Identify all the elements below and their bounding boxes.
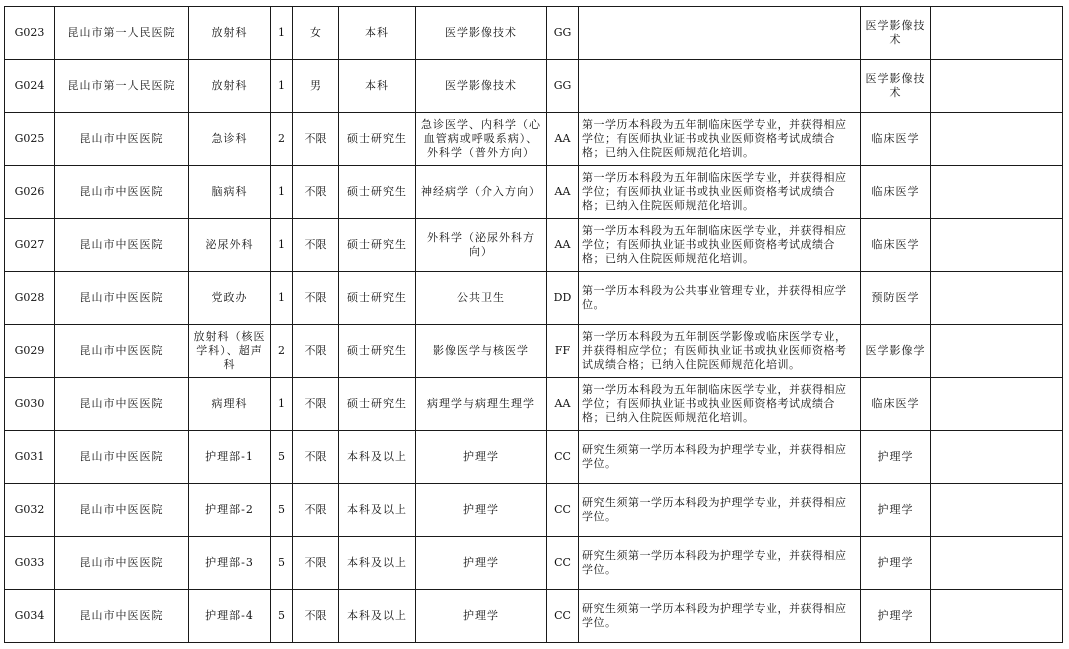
requirements-cell: 研究生须第一学历本科段为护理学专业，并获得相应学位。 — [579, 590, 861, 643]
table-body — [5, 7, 1063, 643]
position-code-cell: G026 — [5, 166, 55, 219]
table-row — [5, 7, 1063, 60]
headcount-cell: 5 — [271, 537, 293, 590]
table-row — [5, 325, 1063, 378]
major-cell: 公共卫生 — [416, 272, 547, 325]
recruitment-table-page — [4, 6, 1063, 643]
education-cell: 本科及以上 — [339, 484, 416, 537]
exam-subject-cell: 护理学 — [861, 590, 931, 643]
remarks-cell — [931, 484, 1063, 537]
category-code-cell: GG — [547, 7, 579, 60]
table-row — [5, 113, 1063, 166]
employer-unit-cell: 昆山市中医医院 — [55, 166, 189, 219]
education-cell: 硕士研究生 — [339, 325, 416, 378]
table-row — [5, 431, 1063, 484]
table-row — [5, 378, 1063, 431]
gender-cell: 不限 — [293, 219, 339, 272]
headcount-cell: 2 — [271, 325, 293, 378]
department-cell: 护理部-1 — [189, 431, 271, 484]
position-code-cell: G023 — [5, 7, 55, 60]
table-row — [5, 272, 1063, 325]
headcount-cell: 2 — [271, 113, 293, 166]
education-cell: 硕士研究生 — [339, 219, 416, 272]
exam-subject-cell: 医学影像学 — [861, 325, 931, 378]
exam-subject-cell: 临床医学 — [861, 113, 931, 166]
remarks-cell — [931, 431, 1063, 484]
category-code-cell: CC — [547, 537, 579, 590]
remarks-cell — [931, 325, 1063, 378]
remarks-cell — [931, 590, 1063, 643]
gender-cell: 女 — [293, 7, 339, 60]
employer-unit-cell: 昆山市中医医院 — [55, 219, 189, 272]
major-cell: 病理学与病理生理学 — [416, 378, 547, 431]
employer-unit-cell: 昆山市中医医院 — [55, 590, 189, 643]
table-row — [5, 484, 1063, 537]
requirements-cell: 第一学历本科段为五年制临床医学专业，并获得相应学位；有医师执业证书或执业医师资格考试成绩合格；已纳入住院医师规范化培训。 — [579, 378, 861, 431]
gender-cell: 不限 — [293, 590, 339, 643]
exam-subject-cell: 临床医学 — [861, 219, 931, 272]
requirements-cell: 第一学历本科段为五年制临床医学专业，并获得相应学位；有医师执业证书或执业医师资格考试成绩合格；已纳入住院医师规范化培训。 — [579, 166, 861, 219]
exam-subject-cell: 预防医学 — [861, 272, 931, 325]
education-cell: 本科及以上 — [339, 590, 416, 643]
requirements-cell — [579, 60, 861, 113]
employer-unit-cell: 昆山市中医医院 — [55, 113, 189, 166]
gender-cell: 不限 — [293, 484, 339, 537]
major-cell: 护理学 — [416, 590, 547, 643]
position-code-cell: G030 — [5, 378, 55, 431]
requirements-cell: 第一学历本科段为五年制临床医学专业，并获得相应学位；有医师执业证书或执业医师资格考试成绩合格；已纳入住院医师规范化培训。 — [579, 113, 861, 166]
education-cell: 本科及以上 — [339, 431, 416, 484]
department-cell: 急诊科 — [189, 113, 271, 166]
gender-cell: 不限 — [293, 537, 339, 590]
gender-cell: 不限 — [293, 431, 339, 484]
department-cell: 病理科 — [189, 378, 271, 431]
department-cell: 护理部-4 — [189, 590, 271, 643]
department-cell: 泌尿外科 — [189, 219, 271, 272]
table-row — [5, 166, 1063, 219]
position-code-cell: G029 — [5, 325, 55, 378]
remarks-cell — [931, 113, 1063, 166]
gender-cell: 不限 — [293, 378, 339, 431]
exam-subject-cell: 护理学 — [861, 431, 931, 484]
remarks-cell — [931, 272, 1063, 325]
remarks-cell — [931, 537, 1063, 590]
major-cell: 影像医学与核医学 — [416, 325, 547, 378]
table-row — [5, 537, 1063, 590]
education-cell: 硕士研究生 — [339, 113, 416, 166]
department-cell: 护理部-3 — [189, 537, 271, 590]
table-row — [5, 60, 1063, 113]
education-cell: 硕士研究生 — [339, 378, 416, 431]
department-cell: 护理部-2 — [189, 484, 271, 537]
major-cell: 外科学（泌尿外科方向） — [416, 219, 547, 272]
headcount-cell: 1 — [271, 7, 293, 60]
headcount-cell: 1 — [271, 60, 293, 113]
position-code-cell: G027 — [5, 219, 55, 272]
table-row — [5, 219, 1063, 272]
major-cell: 医学影像技术 — [416, 60, 547, 113]
employer-unit-cell: 昆山市第一人民医院 — [55, 60, 189, 113]
department-cell: 脑病科 — [189, 166, 271, 219]
major-cell: 护理学 — [416, 537, 547, 590]
category-code-cell: AA — [547, 378, 579, 431]
category-code-cell: AA — [547, 219, 579, 272]
exam-subject-cell: 临床医学 — [861, 378, 931, 431]
remarks-cell — [931, 378, 1063, 431]
gender-cell: 不限 — [293, 113, 339, 166]
category-code-cell: FF — [547, 325, 579, 378]
position-code-cell: G031 — [5, 431, 55, 484]
major-cell: 护理学 — [416, 484, 547, 537]
requirements-cell: 第一学历本科段为公共事业管理专业，并获得相应学位。 — [579, 272, 861, 325]
employer-unit-cell: 昆山市中医医院 — [55, 378, 189, 431]
remarks-cell — [931, 166, 1063, 219]
requirements-cell: 研究生须第一学历本科段为护理学专业，并获得相应学位。 — [579, 484, 861, 537]
headcount-cell: 5 — [271, 431, 293, 484]
education-cell: 硕士研究生 — [339, 272, 416, 325]
requirements-cell: 第一学历本科段为五年制临床医学专业，并获得相应学位；有医师执业证书或执业医师资格考试成绩合格；已纳入住院医师规范化培训。 — [579, 219, 861, 272]
headcount-cell: 1 — [271, 166, 293, 219]
table-row — [5, 590, 1063, 643]
major-cell: 护理学 — [416, 431, 547, 484]
requirements-cell: 第一学历本科段为五年制医学影像或临床医学专业，并获得相应学位；有医师执业证书或执业医师资格考试成绩合格；已纳入住院医师规范化培训。 — [579, 325, 861, 378]
gender-cell: 不限 — [293, 325, 339, 378]
position-code-cell: G024 — [5, 60, 55, 113]
exam-subject-cell: 医学影像技术 — [861, 60, 931, 113]
department-cell: 放射科 — [189, 60, 271, 113]
recruitment-table — [4, 6, 1063, 643]
requirements-cell — [579, 7, 861, 60]
requirements-cell: 研究生须第一学历本科段为护理学专业，并获得相应学位。 — [579, 537, 861, 590]
department-cell: 放射科（核医学科）、超声科 — [189, 325, 271, 378]
gender-cell: 不限 — [293, 272, 339, 325]
employer-unit-cell: 昆山市中医医院 — [55, 325, 189, 378]
headcount-cell: 1 — [271, 378, 293, 431]
position-code-cell: G025 — [5, 113, 55, 166]
exam-subject-cell: 护理学 — [861, 484, 931, 537]
employer-unit-cell: 昆山市中医医院 — [55, 431, 189, 484]
headcount-cell: 5 — [271, 590, 293, 643]
education-cell: 本科及以上 — [339, 537, 416, 590]
remarks-cell — [931, 60, 1063, 113]
position-code-cell: G032 — [5, 484, 55, 537]
requirements-cell: 研究生须第一学历本科段为护理学专业，并获得相应学位。 — [579, 431, 861, 484]
employer-unit-cell: 昆山市中医医院 — [55, 272, 189, 325]
education-cell: 本科 — [339, 60, 416, 113]
category-code-cell: AA — [547, 166, 579, 219]
major-cell: 急诊医学、内科学（心血管病或呼吸系病）、外科学（普外方向） — [416, 113, 547, 166]
category-code-cell: CC — [547, 484, 579, 537]
education-cell: 硕士研究生 — [339, 166, 416, 219]
exam-subject-cell: 护理学 — [861, 537, 931, 590]
category-code-cell: DD — [547, 272, 579, 325]
position-code-cell: G034 — [5, 590, 55, 643]
employer-unit-cell: 昆山市第一人民医院 — [55, 7, 189, 60]
exam-subject-cell: 医学影像技术 — [861, 7, 931, 60]
position-code-cell: G033 — [5, 537, 55, 590]
category-code-cell: CC — [547, 431, 579, 484]
department-cell: 放射科 — [189, 7, 271, 60]
headcount-cell: 1 — [271, 219, 293, 272]
exam-subject-cell: 临床医学 — [861, 166, 931, 219]
remarks-cell — [931, 219, 1063, 272]
headcount-cell: 5 — [271, 484, 293, 537]
department-cell: 党政办 — [189, 272, 271, 325]
remarks-cell — [931, 7, 1063, 60]
category-code-cell: AA — [547, 113, 579, 166]
category-code-cell: GG — [547, 60, 579, 113]
gender-cell: 男 — [293, 60, 339, 113]
position-code-cell: G028 — [5, 272, 55, 325]
gender-cell: 不限 — [293, 166, 339, 219]
education-cell: 本科 — [339, 7, 416, 60]
headcount-cell: 1 — [271, 272, 293, 325]
employer-unit-cell: 昆山市中医医院 — [55, 537, 189, 590]
major-cell: 医学影像技术 — [416, 7, 547, 60]
major-cell: 神经病学（介入方向） — [416, 166, 547, 219]
employer-unit-cell: 昆山市中医医院 — [55, 484, 189, 537]
category-code-cell: CC — [547, 590, 579, 643]
